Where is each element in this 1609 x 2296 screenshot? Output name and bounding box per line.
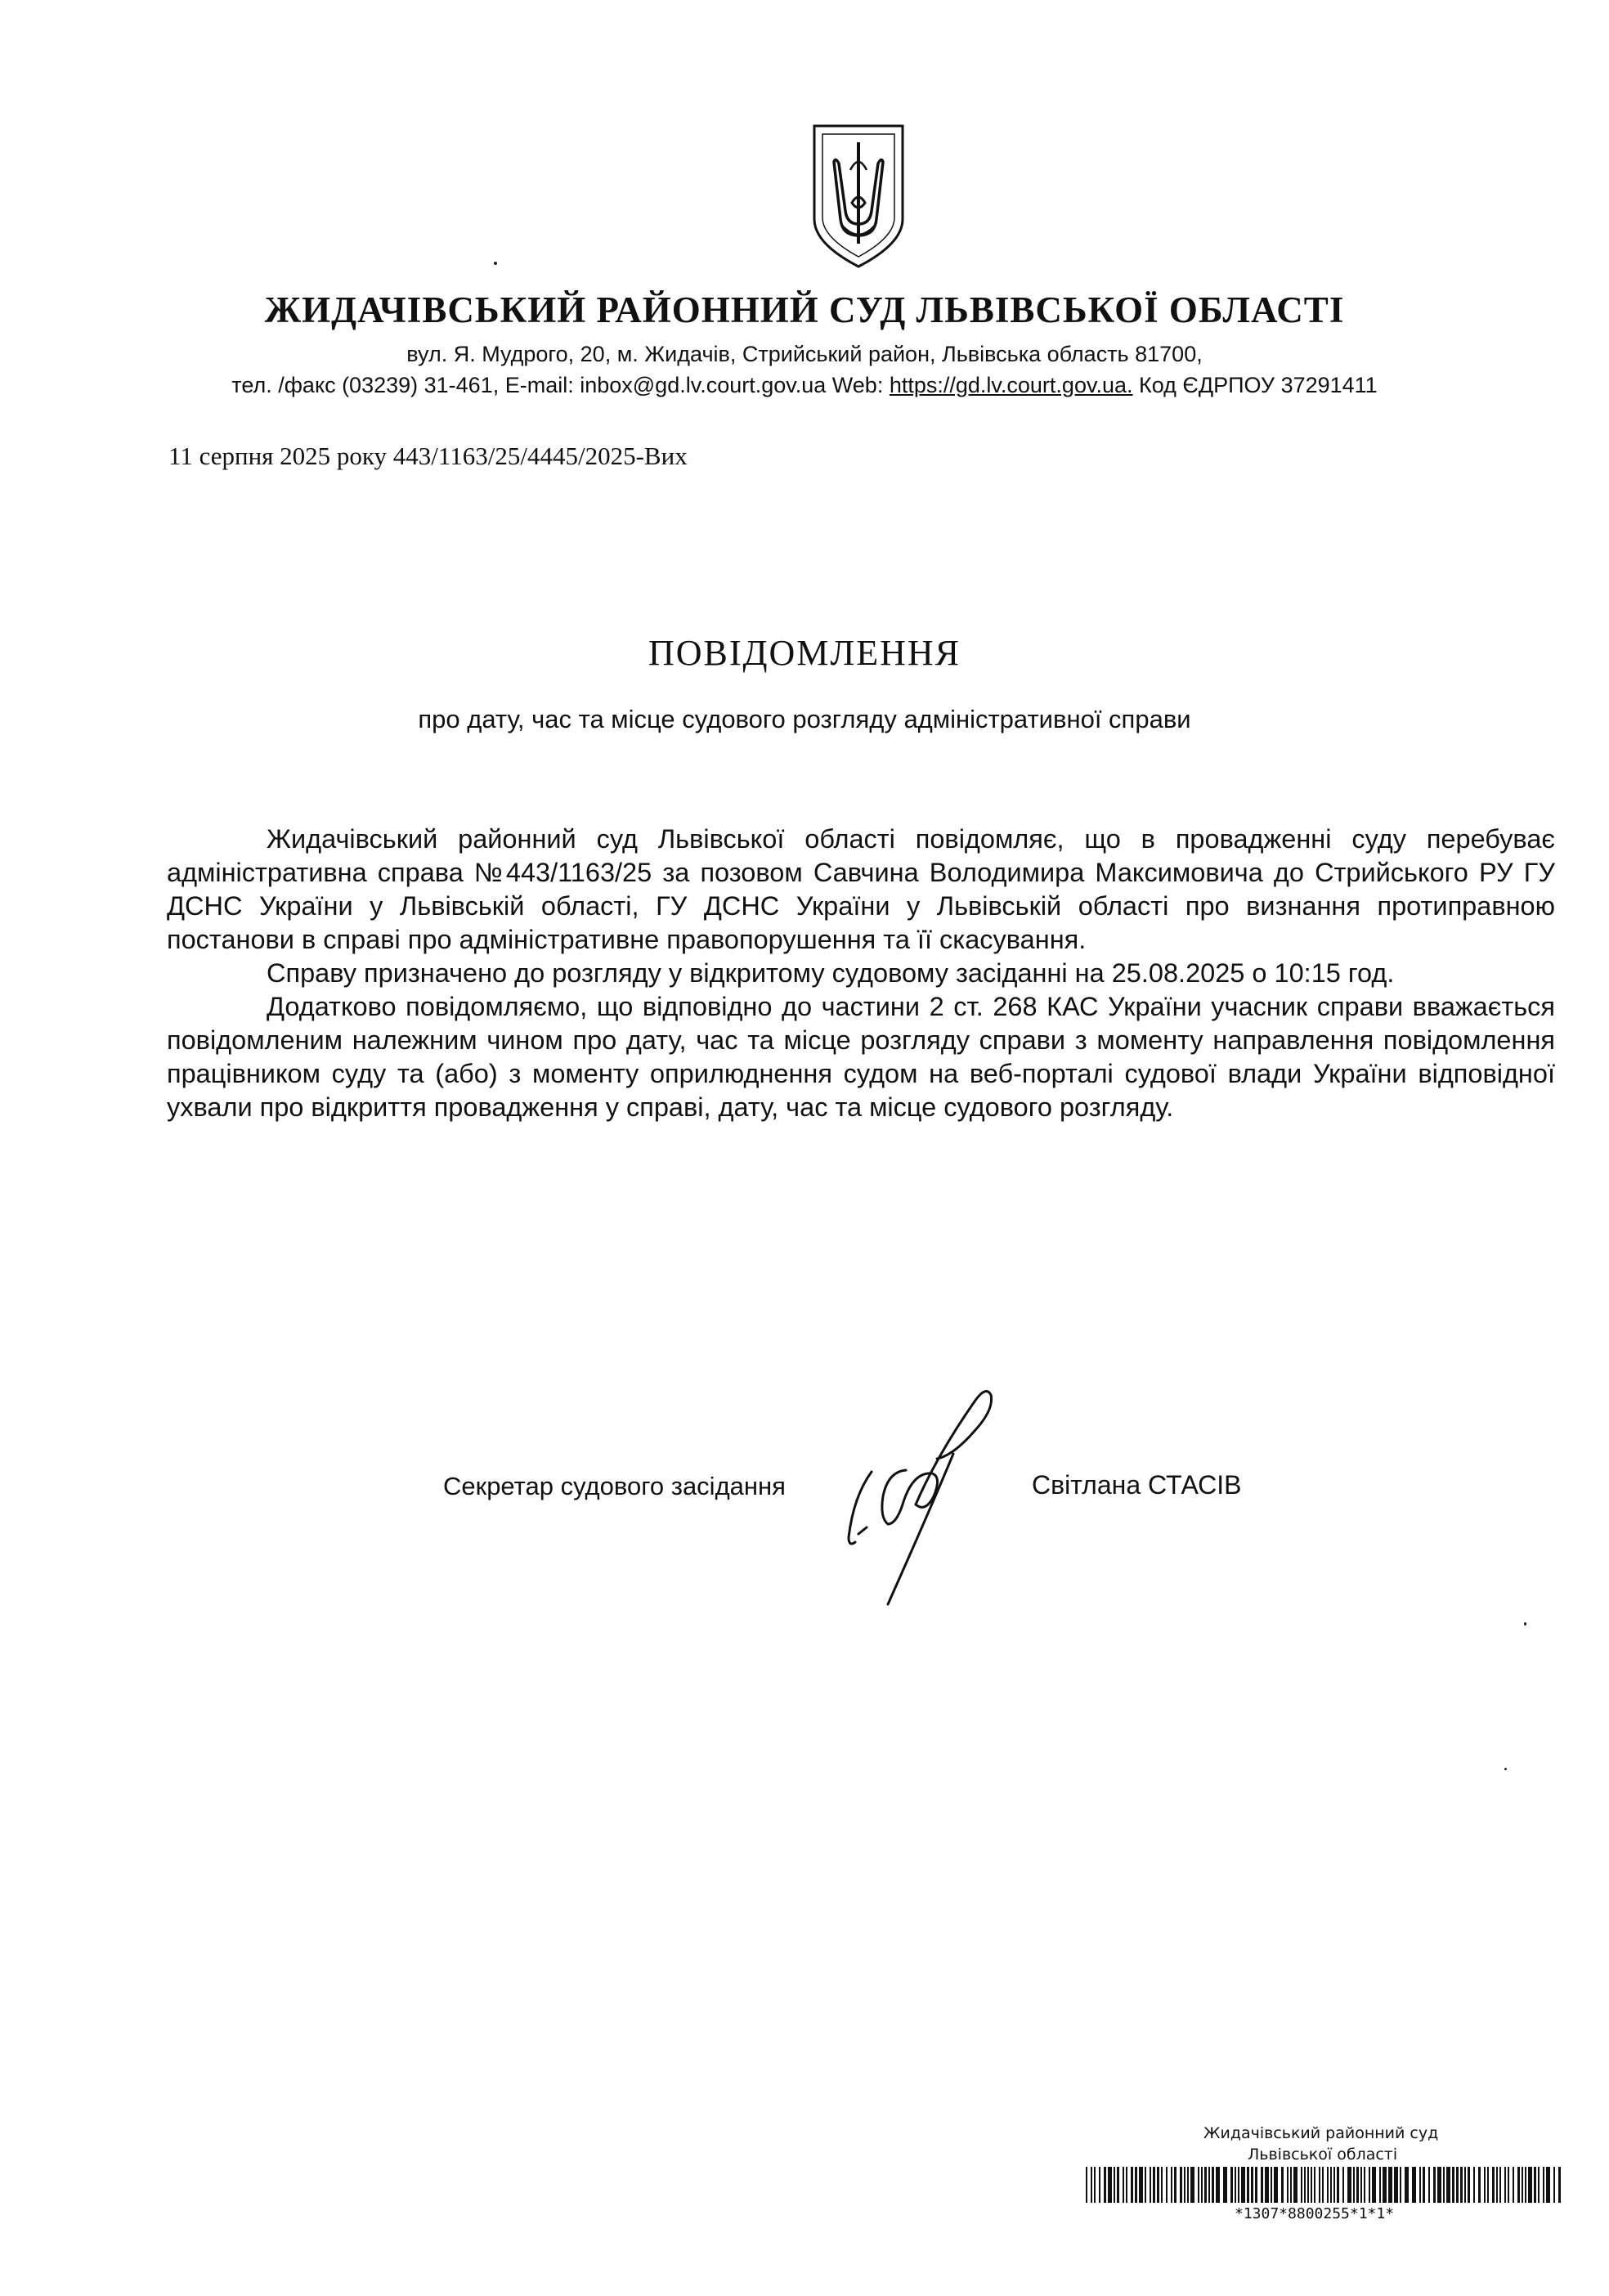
contacts-prefix: тел. /факс (03239) 31-461, E-mail: inbox@gd.lv.court.gov.ua Web:	[231, 373, 890, 397]
barcode-bar	[1180, 2167, 1182, 2203]
barcode-bar	[1171, 2167, 1172, 2203]
barcode-bar	[1372, 2167, 1376, 2203]
barcode-bar	[1388, 2167, 1392, 2203]
barcode-bar	[1460, 2167, 1463, 2203]
barcode-bar	[1108, 2167, 1112, 2203]
barcode-bar	[1525, 2167, 1526, 2203]
barcode-bar	[1086, 2167, 1087, 2203]
barcode-bar	[1428, 2167, 1430, 2203]
barcode-bar	[1184, 2167, 1185, 2203]
barcode-bar	[1314, 2167, 1315, 2203]
barcode-bar	[1255, 2167, 1257, 2203]
barcode-bar	[1251, 2167, 1253, 2203]
barcode-bar	[1150, 2167, 1151, 2203]
outgoing-reference: 11 серпня 2025 року 443/1163/25/4445/2025-Вих	[168, 442, 688, 470]
stamp-region: Львівської області	[1248, 2146, 1398, 2164]
barcode-bar	[1198, 2167, 1199, 2203]
court-address: вул. Я. Мудрого, 20, м. Жидачів, Стрийський район, Львівська область 81700,	[406, 342, 1203, 366]
barcode-bar	[1212, 2167, 1214, 2203]
barcode-number: *1307*8800255*1*1*	[1235, 2205, 1395, 2222]
barcode-bar	[1153, 2167, 1155, 2203]
barcode-bar	[1513, 2167, 1514, 2203]
court-name: ЖИДАЧІВСЬКИЙ РАЙОННИЙ СУД ЛЬВІВСЬКОЇ ОБЛАСТІ	[264, 289, 1345, 330]
court-contacts	[0, 373, 1609, 398]
barcode-bar	[1208, 2167, 1210, 2203]
signatory-name: Світлана СТАСІВ	[1032, 1470, 1242, 1500]
barcode-bar	[1558, 2167, 1561, 2203]
barcode-bar	[1117, 2167, 1119, 2203]
barcode-bar	[1261, 2167, 1263, 2203]
barcode-bar	[1223, 2167, 1227, 2203]
barcode-bar	[1330, 2167, 1332, 2203]
barcode-bar	[1166, 2167, 1168, 2203]
barcode-bar	[1337, 2167, 1339, 2203]
barcode-bar	[1553, 2167, 1555, 2203]
barcode-bar	[1216, 2167, 1220, 2203]
handwritten-signature	[831, 1374, 1011, 1611]
barcode-bar	[1281, 2167, 1284, 2203]
barcode-bar	[1452, 2167, 1454, 2203]
barcode-bar	[1499, 2167, 1501, 2203]
barcode-bar	[1157, 2167, 1159, 2203]
barcode-bar	[1204, 2167, 1207, 2203]
barcode-bar	[1327, 2167, 1329, 2203]
barcode-bar	[1522, 2167, 1523, 2203]
barcode-bar	[1265, 2167, 1269, 2203]
barcode-bar	[1484, 2167, 1486, 2203]
barcode-bar	[1353, 2167, 1355, 2203]
barcode-bar	[1290, 2167, 1292, 2203]
barcode-bar	[1478, 2167, 1481, 2203]
barcode	[1086, 2167, 1562, 2203]
barcode-bar	[1423, 2167, 1425, 2203]
scan-speck	[1504, 1768, 1507, 1770]
barcode-bar	[1333, 2167, 1335, 2203]
barcode-bar	[1307, 2167, 1309, 2203]
barcode-bar	[1446, 2167, 1450, 2203]
barcode-bar	[1274, 2167, 1278, 2203]
signatory-role: Секретар судового засідання	[443, 1472, 786, 1500]
barcode-bar	[1356, 2167, 1359, 2203]
barcode-bar	[1099, 2167, 1100, 2203]
barcode-bar	[1201, 2167, 1203, 2203]
barcode-bar	[1508, 2167, 1509, 2203]
document-subtitle: про дату, час та місце судового розгляду адміністративної справи	[418, 705, 1191, 733]
barcode-bar	[1400, 2167, 1401, 2203]
barcode-bar	[1437, 2167, 1441, 2203]
barcode-bar	[1342, 2167, 1344, 2203]
barcode-bar	[1364, 2167, 1365, 2203]
barcode-bar	[1126, 2167, 1127, 2203]
barcode-bar	[1412, 2167, 1416, 2203]
barcode-bar	[1187, 2167, 1189, 2203]
barcode-bar	[1230, 2167, 1233, 2203]
barcode-bar	[1534, 2167, 1536, 2203]
barcode-bar	[1319, 2167, 1320, 2203]
barcode-bar	[1304, 2167, 1306, 2203]
barcode-bar	[1360, 2167, 1362, 2203]
barcode-bar	[1419, 2167, 1421, 2203]
contacts-suffix: Код ЄДРПОУ 37291411	[1132, 373, 1378, 397]
barcode-bar	[1301, 2167, 1302, 2203]
barcode-bar	[1464, 2167, 1466, 2203]
barcode-bar	[1135, 2167, 1137, 2203]
scan-speck	[1524, 1622, 1526, 1626]
barcode-bar	[1496, 2167, 1498, 2203]
barcode-bar	[1433, 2167, 1436, 2203]
barcode-bar	[1091, 2167, 1092, 2203]
barcode-bar	[1468, 2167, 1470, 2203]
stamp-court-name: Жидачівський районний суд	[1203, 2124, 1439, 2142]
barcode-bar	[1347, 2167, 1351, 2203]
barcode-bar	[1094, 2167, 1096, 2203]
barcode-bar	[1139, 2167, 1143, 2203]
barcode-bar	[1538, 2167, 1540, 2203]
barcode-bar	[1369, 2167, 1370, 2203]
barcode-bar	[1487, 2167, 1489, 2203]
court-website-link[interactable]: https://gd.lv.court.gov.ua.	[889, 373, 1133, 397]
barcode-bar	[1145, 2167, 1146, 2203]
barcode-bar	[1394, 2167, 1398, 2203]
barcode-bar	[1293, 2167, 1298, 2203]
signature-block	[0, 1472, 1609, 1619]
barcode-bar	[1235, 2167, 1236, 2203]
barcode-bar	[1504, 2167, 1506, 2203]
barcode-bar	[1238, 2167, 1239, 2203]
coat-of-arms-icon	[809, 121, 908, 270]
barcode-bar	[1247, 2167, 1249, 2203]
barcode-bar	[1174, 2167, 1176, 2203]
barcode-bar	[1456, 2167, 1459, 2203]
barcode-bar	[1383, 2167, 1387, 2203]
barcode-bar	[1443, 2167, 1445, 2203]
barcode-bar	[1528, 2167, 1532, 2203]
barcode-bar	[1473, 2167, 1475, 2203]
barcode-bar	[1123, 2167, 1124, 2203]
barcode-bar	[1271, 2167, 1272, 2203]
barcode-bar	[1131, 2167, 1133, 2203]
barcode-bar	[1322, 2167, 1324, 2203]
barcode-bar	[1114, 2167, 1115, 2203]
document-title: ПОВІДОМЛЕННЯ	[648, 633, 961, 673]
barcode-bar	[1492, 2167, 1495, 2203]
barcode-bar	[1546, 2167, 1550, 2203]
barcode-bar	[1311, 2167, 1312, 2203]
body-paragraph: Жидачівський районний суд Львівської області повідомляє, що в провадженні суду перебуває адміністративна справа №443/1163/25 за позовом Савчина Володимира Максимовича до Стрийського РУ ГУ ДСНС України у Львівській області, ГУ ДСНС України у Львівській області про визнання протиправною постанови в справі про адміністративне правопорушення та її скасування.	[167, 824, 1555, 954]
barcode-bar	[1543, 2167, 1544, 2203]
body-paragraph: Справу призначено до розгляду у відкритому судовому засіданні на 25.08.2025 о 10:15 год.	[267, 958, 1395, 988]
barcode-bar	[1517, 2167, 1520, 2203]
body-paragraph: Додатково повідомляємо, що відповідно до частини 2 ст. 268 КАС України учасник справи вважається повідомленим належним чином про дату, час та місце розгляду справи з моменту направлення повідомлення працівником суду та (або) з моменту оприлюднення судом на веб-порталі судової влади України відповідної ухвали про відкриття провадження у справі, дату, час та місце судового розгляду.	[167, 992, 1555, 1122]
scan-speck	[494, 262, 497, 265]
barcode-bar	[1405, 2167, 1409, 2203]
barcode-bar	[1104, 2167, 1106, 2203]
barcode-bar	[1287, 2167, 1289, 2203]
barcode-bar	[1241, 2167, 1245, 2203]
barcode-bar	[1379, 2167, 1381, 2203]
notice-body	[167, 823, 1555, 1124]
barcode-bar	[1161, 2167, 1163, 2203]
barcode-bar	[1190, 2167, 1194, 2203]
